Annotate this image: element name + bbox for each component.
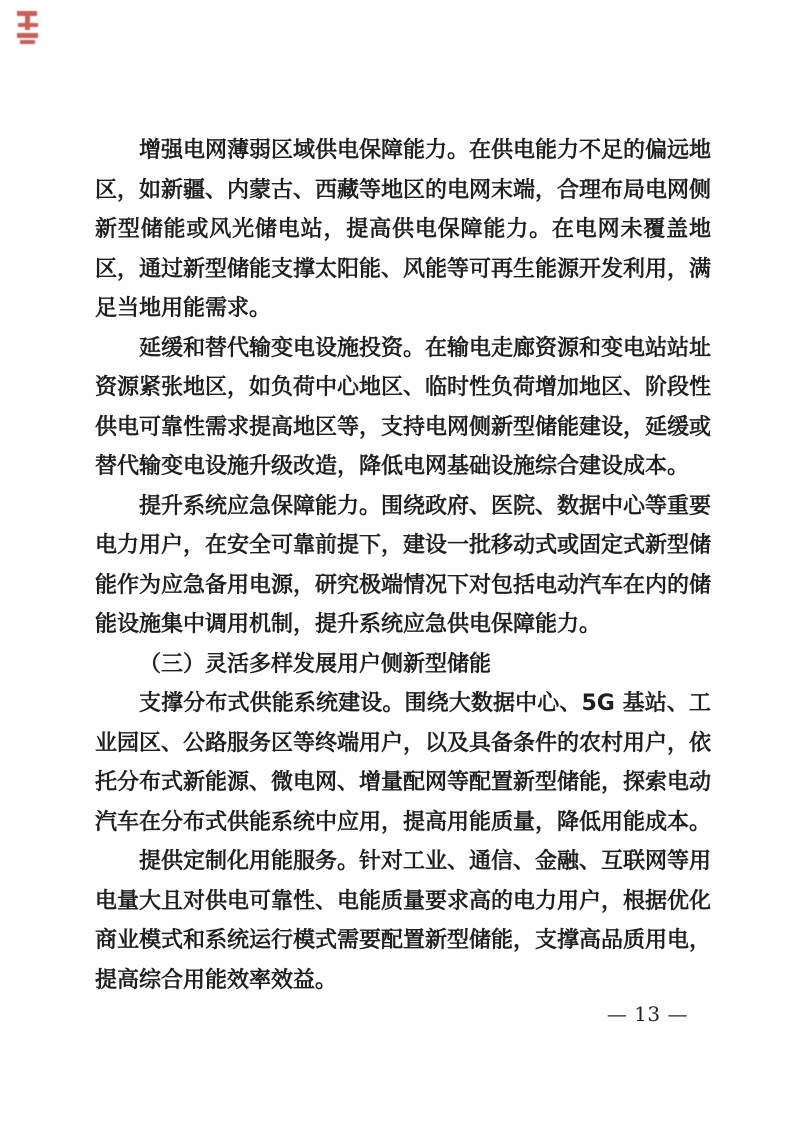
paragraph: 提供定制化用能服务。针对工业、通信、金融、互联网等用电量大且对供电可靠性、电能质量要求高的电力用户，根据优化商业模式和系统运行模式需要配置新型储能，支撑高品质用电，提高综合用能效率效益。: [95, 849, 712, 993]
paragraph: 延缓和替代输变电设施投资。在输电走廊资源和变电站站址资源紧张地区，如负荷中心地区、临时性负荷增加地区、阶段性供电可靠性需求提高地区等，支持电网侧新型储能建设，延缓或替代输变电设施升级改造，降低电网基础设施综合建设成本。: [95, 335, 712, 479]
page-number: — 13 —: [606, 1002, 688, 1026]
paragraph: 支撑分布式供能系统建设。围绕大数据中心、5G 基站、工业园区、公路服务区等终端用户，以及具备条件的农村用户，依托分布式新能源、微电网、增量配网等配置新型储能，探索电动汽车在分布式供能系统中应用，提高用能质量，降低用能成本。: [95, 691, 712, 835]
section-heading: （三）灵活多样发展用户侧新型储能: [139, 651, 492, 677]
red-corner-watermark-icon: [15, 9, 41, 47]
document-body: [95, 131, 711, 1000]
paragraph: 提升系统应急保障能力。围绕政府、医院、数据中心等重要电力用户，在安全可靠前提下，建设一批移动式或固定式新型储能作为应急备用电源，研究极端情况下对包括电动汽车在内的储能设施集中调用机制，提升系统应急供电保障能力。: [95, 493, 712, 637]
paragraph: 增强电网薄弱区域供电保障能力。在供电能力不足的偏远地区，如新疆、内蒙古、西藏等地区的电网末端，合理布局电网侧新型储能或风光储电站，提高供电保障能力。在电网未覆盖地区，通过新型储能支撑太阳能、风能等可再生能源开发利用，满足当地用能需求。: [95, 138, 712, 321]
